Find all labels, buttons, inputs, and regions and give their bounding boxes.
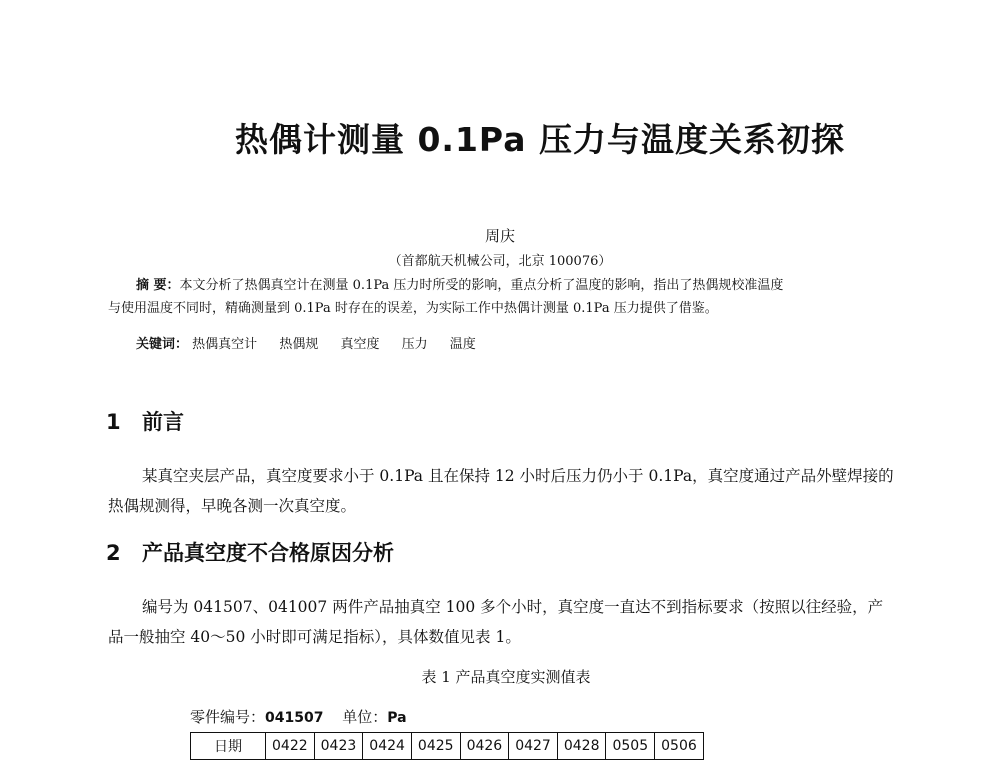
keywords	[136, 333, 494, 352]
unit-label: 单位：	[342, 708, 388, 726]
keyword: 温度	[449, 337, 476, 352]
table-caption: 表 1 产品真空度实测值表	[421, 668, 591, 686]
table-cell: 0424	[363, 733, 412, 760]
table-meta	[190, 706, 407, 727]
author-affiliation: （首都航天机械公司，北京 100076）	[388, 254, 612, 269]
section-title: 产品真空度不合格原因分析	[142, 541, 394, 565]
section-1-paragraph: 某真空夹层产品，真空度要求小于 0.1Pa 且在保持 12 小时后压力仍小于 0.1Pa，真空度通过产品外壁焊接的热偶规测得，早晚各测一次真空度。	[108, 467, 894, 515]
author-name: 周庆	[484, 227, 515, 245]
section-2-heading	[106, 537, 394, 567]
abstract	[108, 274, 898, 320]
section-1-heading	[106, 406, 184, 436]
table-cell: 0426	[460, 733, 509, 760]
keyword: 热偶真空计	[192, 337, 258, 352]
table-cell: 0505	[606, 733, 655, 760]
table-cell: 0427	[509, 733, 558, 760]
section-number: 1	[106, 410, 121, 434]
section-title: 前言	[142, 410, 184, 434]
table-cell: 0506	[655, 733, 704, 760]
table-cell: 0428	[557, 733, 606, 760]
abstract-label: 摘 要：	[136, 278, 180, 293]
table-cell: 0422	[266, 733, 315, 760]
unit-value: Pa	[387, 710, 407, 726]
data-table	[190, 732, 704, 760]
paper-title: 热偶计测量 0.1Pa 压力与温度关系初探	[234, 120, 845, 159]
part-number-value: 041507	[265, 710, 324, 726]
table-cell: 0425	[411, 733, 460, 760]
table-row	[191, 733, 704, 760]
keyword: 真空度	[340, 337, 380, 352]
keywords-label: 关键词：	[136, 337, 189, 352]
keyword: 压力	[401, 337, 428, 352]
table-cell: 0423	[314, 733, 363, 760]
section-2-paragraph: 编号为 041507、041007 两件产品抽真空 100 多个小时，真空度一直达不到指标要求（按照以往经验，产品一般抽空 40～50 小时即可满足指标），具体数值见表 1。	[108, 598, 884, 646]
section-number: 2	[106, 541, 121, 565]
abstract-line-2: 与使用温度不同时，精确测量到 0.1Pa 时存在的误差，为实际工作中热偶计测量 0.1Pa 压力提供了借鉴。	[108, 301, 718, 316]
abstract-line-1: 本文分析了热偶真空计在测量 0.1Pa 压力时所受的影响，重点分析了温度的影响，指出了热偶规校准温度	[179, 278, 784, 293]
keyword: 热偶规	[279, 337, 319, 352]
part-number-label: 零件编号：	[190, 708, 266, 726]
table-header-cell: 日期	[191, 733, 266, 760]
